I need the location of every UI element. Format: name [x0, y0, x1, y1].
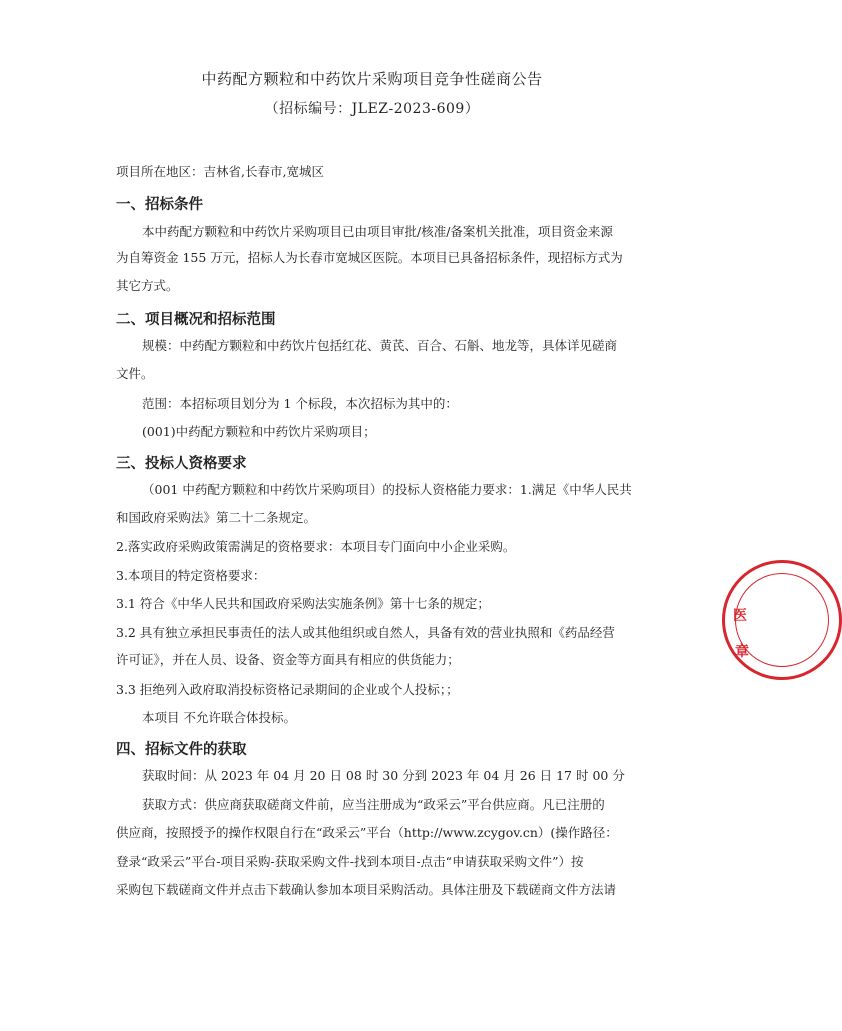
- seal-glyph: 章: [735, 644, 749, 660]
- section-4-line: 获取方式：供应商获取磋商文件前，应当注册成为“政采云”平台供应商。凡已注册的: [142, 797, 605, 812]
- section-1-line: 本中药配方颗粒和中药饮片采购项目已由项目审批/核准/备案机关批准，项目资金来源: [142, 224, 613, 239]
- section-3-line: 和国政府采购法》第二十二条规定。: [116, 510, 317, 525]
- project-region: 项目所在地区：吉林省,长春市,宽城区: [116, 164, 324, 179]
- section-3-line: 3.1 符合《中华人民共和国政府采购法实施条例》第十七条的规定；: [116, 596, 490, 611]
- seal-glyph: 医: [733, 608, 747, 624]
- section-3-line: 3.3 拒绝列入政府取消投标资格记录期间的企业或个人投标；；: [116, 682, 459, 697]
- section-heading-3: 三、投标人资格要求: [116, 456, 247, 472]
- section-heading-2: 二、项目概况和招标范围: [116, 312, 276, 328]
- section-2-line: (001)中药配方颗粒和中药饮片采购项目；: [142, 424, 376, 439]
- section-4-line: 供应商，按照授予的操作权限自行在“政采云”平台（http://www.zcygov.cn）(操作路径：: [116, 825, 618, 840]
- section-4-line: 采购包下载磋商文件并点击下载确认参加本项目采购活动。具体注册及下载磋商文件方法请: [116, 882, 617, 897]
- section-3-line: （001 中药配方颗粒和中药饮片采购项目）的投标人资格能力要求：1.满足《中华人民共: [142, 482, 632, 497]
- section-3-line: 2.落实政府采购政策需满足的资格要求：本项目专门面向中小企业采购。: [116, 539, 516, 554]
- section-4-line: 获取时间：从 2023 年 04 月 20 日 08 时 30 分到 2023 年 04 月 26 日 17 时 00 分: [142, 768, 625, 783]
- section-1-line: 为自筹资金 155 万元，招标人为长春市宽城区医院。本项目已具备招标条件，现招标方式为: [116, 250, 623, 265]
- section-4-line: 登录“政采云”平台-项目采购-获取采购文件-找到本项目-点击“申请获取采购文件”）按: [116, 854, 584, 869]
- section-2-line: 文件。: [116, 366, 154, 381]
- section-2-line: 范围：本招标项目划分为 1 个标段，本次招标为其中的：: [142, 396, 458, 411]
- section-3-line: 3.本项目的特定资格要求：: [116, 568, 266, 583]
- section-3-line: 本项目 不允许联合体投标。: [142, 710, 296, 725]
- section-2-line: 规模：中药配方颗粒和中药饮片包括红花、黄芪、百合、石斛、地龙等，具体详见磋商: [142, 338, 618, 353]
- section-1-line: 其它方式。: [116, 278, 179, 293]
- section-heading-4: 四、招标文件的获取: [116, 742, 247, 758]
- section-3-line: 3.2 具有独立承担民事责任的法人或其他组织或自然人，具备有效的营业执照和《药品经营: [116, 625, 615, 640]
- tender-number: （招标编号：JLEZ-2023-609）: [264, 101, 480, 117]
- section-heading-1: 一、招标条件: [116, 197, 203, 213]
- section-3-line: 许可证》，并在人员、设备、资金等方面具有相应的供货能力；: [116, 652, 460, 667]
- official-seal-stamp: [722, 560, 842, 680]
- seal-inner-ring: [735, 573, 829, 667]
- document-title: 中药配方颗粒和中药饮片采购项目竞争性磋商公告: [201, 70, 543, 88]
